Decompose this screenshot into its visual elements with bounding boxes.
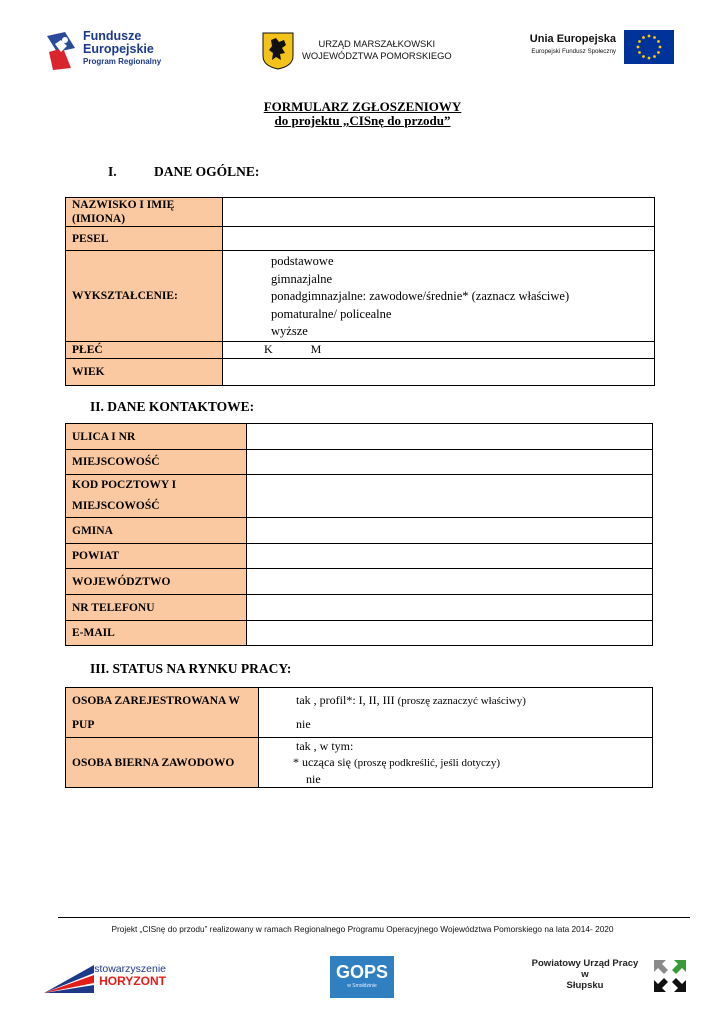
registered-label-line1: OSOBA ZAREJESTROWANA W xyxy=(72,694,240,707)
pesel-label: PESEL xyxy=(66,227,223,251)
table-row xyxy=(66,738,653,788)
horyzont-line1: stowarzyszenie xyxy=(94,963,166,975)
pup-logo-text xyxy=(520,958,650,991)
registered-options xyxy=(259,688,653,738)
pup-line1: Powiatowy Urząd Pracy xyxy=(531,958,639,969)
horyzont-logo xyxy=(44,953,172,993)
table-row xyxy=(66,450,653,475)
option-label: * ucząca się xyxy=(293,755,351,769)
email-label: E-MAIL xyxy=(66,621,247,646)
urzad-line2: WOJEWÓDZTWA POMORSKIEGO xyxy=(302,50,452,61)
inactive-sub-option xyxy=(283,754,652,771)
section-1-title: DANE OGÓLNE: xyxy=(154,164,260,179)
header-logos xyxy=(0,22,725,84)
table-row xyxy=(66,595,653,621)
postal-label xyxy=(66,475,247,518)
table-row xyxy=(66,475,653,518)
option-label: nie xyxy=(306,772,321,786)
footer-project-text: Projekt „CISnę do przodu” realizowany w ramach Regionalnego Programu Operacyjnego Województwa Pomorskiego na lata 2014- 2020 xyxy=(111,924,614,934)
table-row xyxy=(66,341,655,358)
inactive-option-yes[interactable] xyxy=(283,738,652,754)
education-label: WYKSZTAŁCENIE: xyxy=(66,251,223,342)
horyzont-text xyxy=(94,964,166,988)
voivodeship-field[interactable] xyxy=(247,569,653,595)
table-row xyxy=(66,621,653,646)
table-row xyxy=(66,544,653,569)
horyzont-line2: HORYZONT xyxy=(99,974,166,988)
table-row xyxy=(66,518,653,544)
fundusze-line3: Program Regionalny xyxy=(83,57,162,66)
pup-arrows-icon xyxy=(652,958,688,994)
unia-europejska-logo xyxy=(512,30,677,70)
gops-line1: GOPS xyxy=(335,962,388,982)
age-field[interactable] xyxy=(223,358,655,385)
option-label: K xyxy=(264,342,273,356)
fundusze-text xyxy=(83,30,161,68)
postal-label-line2: MIEJSCOWOŚĆ xyxy=(72,500,160,512)
ue-text xyxy=(512,32,616,58)
option-label: tak , profil*: I, II, III xyxy=(296,693,395,707)
fundusze-europejskie-logo xyxy=(45,26,175,78)
form-title: FORMULARZ ZGŁOSZENIOWY xyxy=(263,99,462,114)
table-row xyxy=(66,251,655,342)
postal-field[interactable] xyxy=(247,475,653,518)
inactive-label: OSOBA BIERNA ZAWODOWO xyxy=(66,738,259,788)
gmina-field[interactable] xyxy=(247,518,653,544)
powiat-label: POWIAT xyxy=(66,544,247,569)
option-label: M xyxy=(310,342,322,356)
option-note: (proszę zaznaczyć właściwy) xyxy=(397,695,526,707)
option-label: nie xyxy=(296,717,311,731)
powiat-field[interactable] xyxy=(247,544,653,569)
eu-flag-icon xyxy=(624,30,674,64)
education-option-post-secondary[interactable] xyxy=(251,306,654,324)
pup-line3: Słupsku xyxy=(566,980,604,991)
option-note: (proszę podkreślić, jeśli dotyczy) xyxy=(353,757,500,769)
name-label: NAZWISKO I IMIĘ (IMIONA) xyxy=(66,198,223,227)
section-2-heading: II. DANE KONTAKTOWE: xyxy=(90,399,255,414)
fundusze-line1: Fundusze xyxy=(83,29,142,43)
registered-label xyxy=(66,688,259,738)
registered-label-line2: PUP xyxy=(72,718,95,731)
street-field[interactable] xyxy=(247,424,653,450)
inactive-options xyxy=(259,738,653,788)
pesel-field[interactable] xyxy=(223,227,655,251)
name-field[interactable] xyxy=(223,198,655,227)
education-option-basic[interactable] xyxy=(251,253,654,271)
labour-status-table xyxy=(65,687,653,788)
table-row xyxy=(66,227,655,251)
footer-divider xyxy=(58,917,690,918)
horyzont-emblem-icon xyxy=(44,955,94,993)
inactive-option-no[interactable] xyxy=(283,771,652,787)
sex-option-male[interactable] xyxy=(298,342,322,356)
sex-label: PŁEĆ xyxy=(66,341,223,358)
urzad-marszalkowski-logo xyxy=(262,32,462,72)
contact-data-table xyxy=(65,423,653,646)
section-3-heading: III. STATUS NA RYNKU PRACY: xyxy=(90,661,292,676)
option-label: wyższe xyxy=(271,324,308,338)
fundusze-line2: Europejskie xyxy=(83,42,154,56)
education-options xyxy=(223,251,655,342)
city-field[interactable] xyxy=(247,450,653,475)
pup-line2: w xyxy=(581,969,589,980)
postal-label-line1: KOD POCZTOWY I xyxy=(72,479,177,491)
option-label: gimnazjalne xyxy=(271,271,333,286)
form-subtitle: do projektu „CISnę do przodu” xyxy=(274,113,451,128)
sex-option-female[interactable] xyxy=(251,342,273,356)
gops-logo xyxy=(330,956,394,998)
phone-label: NR TELEFONU xyxy=(66,595,247,621)
ue-line2: Europejski Fundusz Społeczny xyxy=(531,48,616,55)
gmina-label: GMINA xyxy=(66,518,247,544)
urzad-text xyxy=(302,38,452,62)
option-label: podstawowe xyxy=(271,254,334,268)
table-row xyxy=(66,358,655,385)
griffin-crest-icon xyxy=(262,32,294,70)
fundusze-flag-icon xyxy=(45,30,77,72)
education-option-gymnasium[interactable] xyxy=(251,271,654,289)
gops-line2: w Smołdzinie xyxy=(347,983,377,989)
email-field[interactable] xyxy=(247,621,653,646)
table-row xyxy=(66,198,655,227)
street-label: ULICA I NR xyxy=(66,424,247,450)
education-option-higher[interactable] xyxy=(251,323,654,341)
table-row xyxy=(66,424,653,450)
registered-option-no[interactable] xyxy=(283,713,652,736)
age-label: WIEK xyxy=(66,358,223,385)
section-1-heading xyxy=(108,164,259,180)
table-row xyxy=(66,688,653,738)
phone-field[interactable] xyxy=(247,595,653,621)
education-option-secondary[interactable] xyxy=(251,288,654,306)
option-label: ponadgimnazjalne: zawodowe/średnie* (zaznacz właściwe) xyxy=(271,289,570,303)
table-row xyxy=(66,569,653,595)
voivodeship-label: WOJEWÓDZTWO xyxy=(66,569,247,595)
general-data-table xyxy=(65,197,655,386)
section-1-number: I. xyxy=(108,164,117,179)
ue-line1: Unia Europejska xyxy=(529,33,616,45)
city-label: MIEJSCOWOŚĆ xyxy=(66,450,247,475)
urzad-line1: URZĄD MARSZAŁKOWSKI xyxy=(318,38,436,49)
option-label: tak , w tym: xyxy=(296,739,354,753)
sex-options xyxy=(223,341,655,358)
option-label: pomaturalne/ policealne xyxy=(271,306,392,321)
registered-option-yes[interactable] xyxy=(283,689,652,713)
